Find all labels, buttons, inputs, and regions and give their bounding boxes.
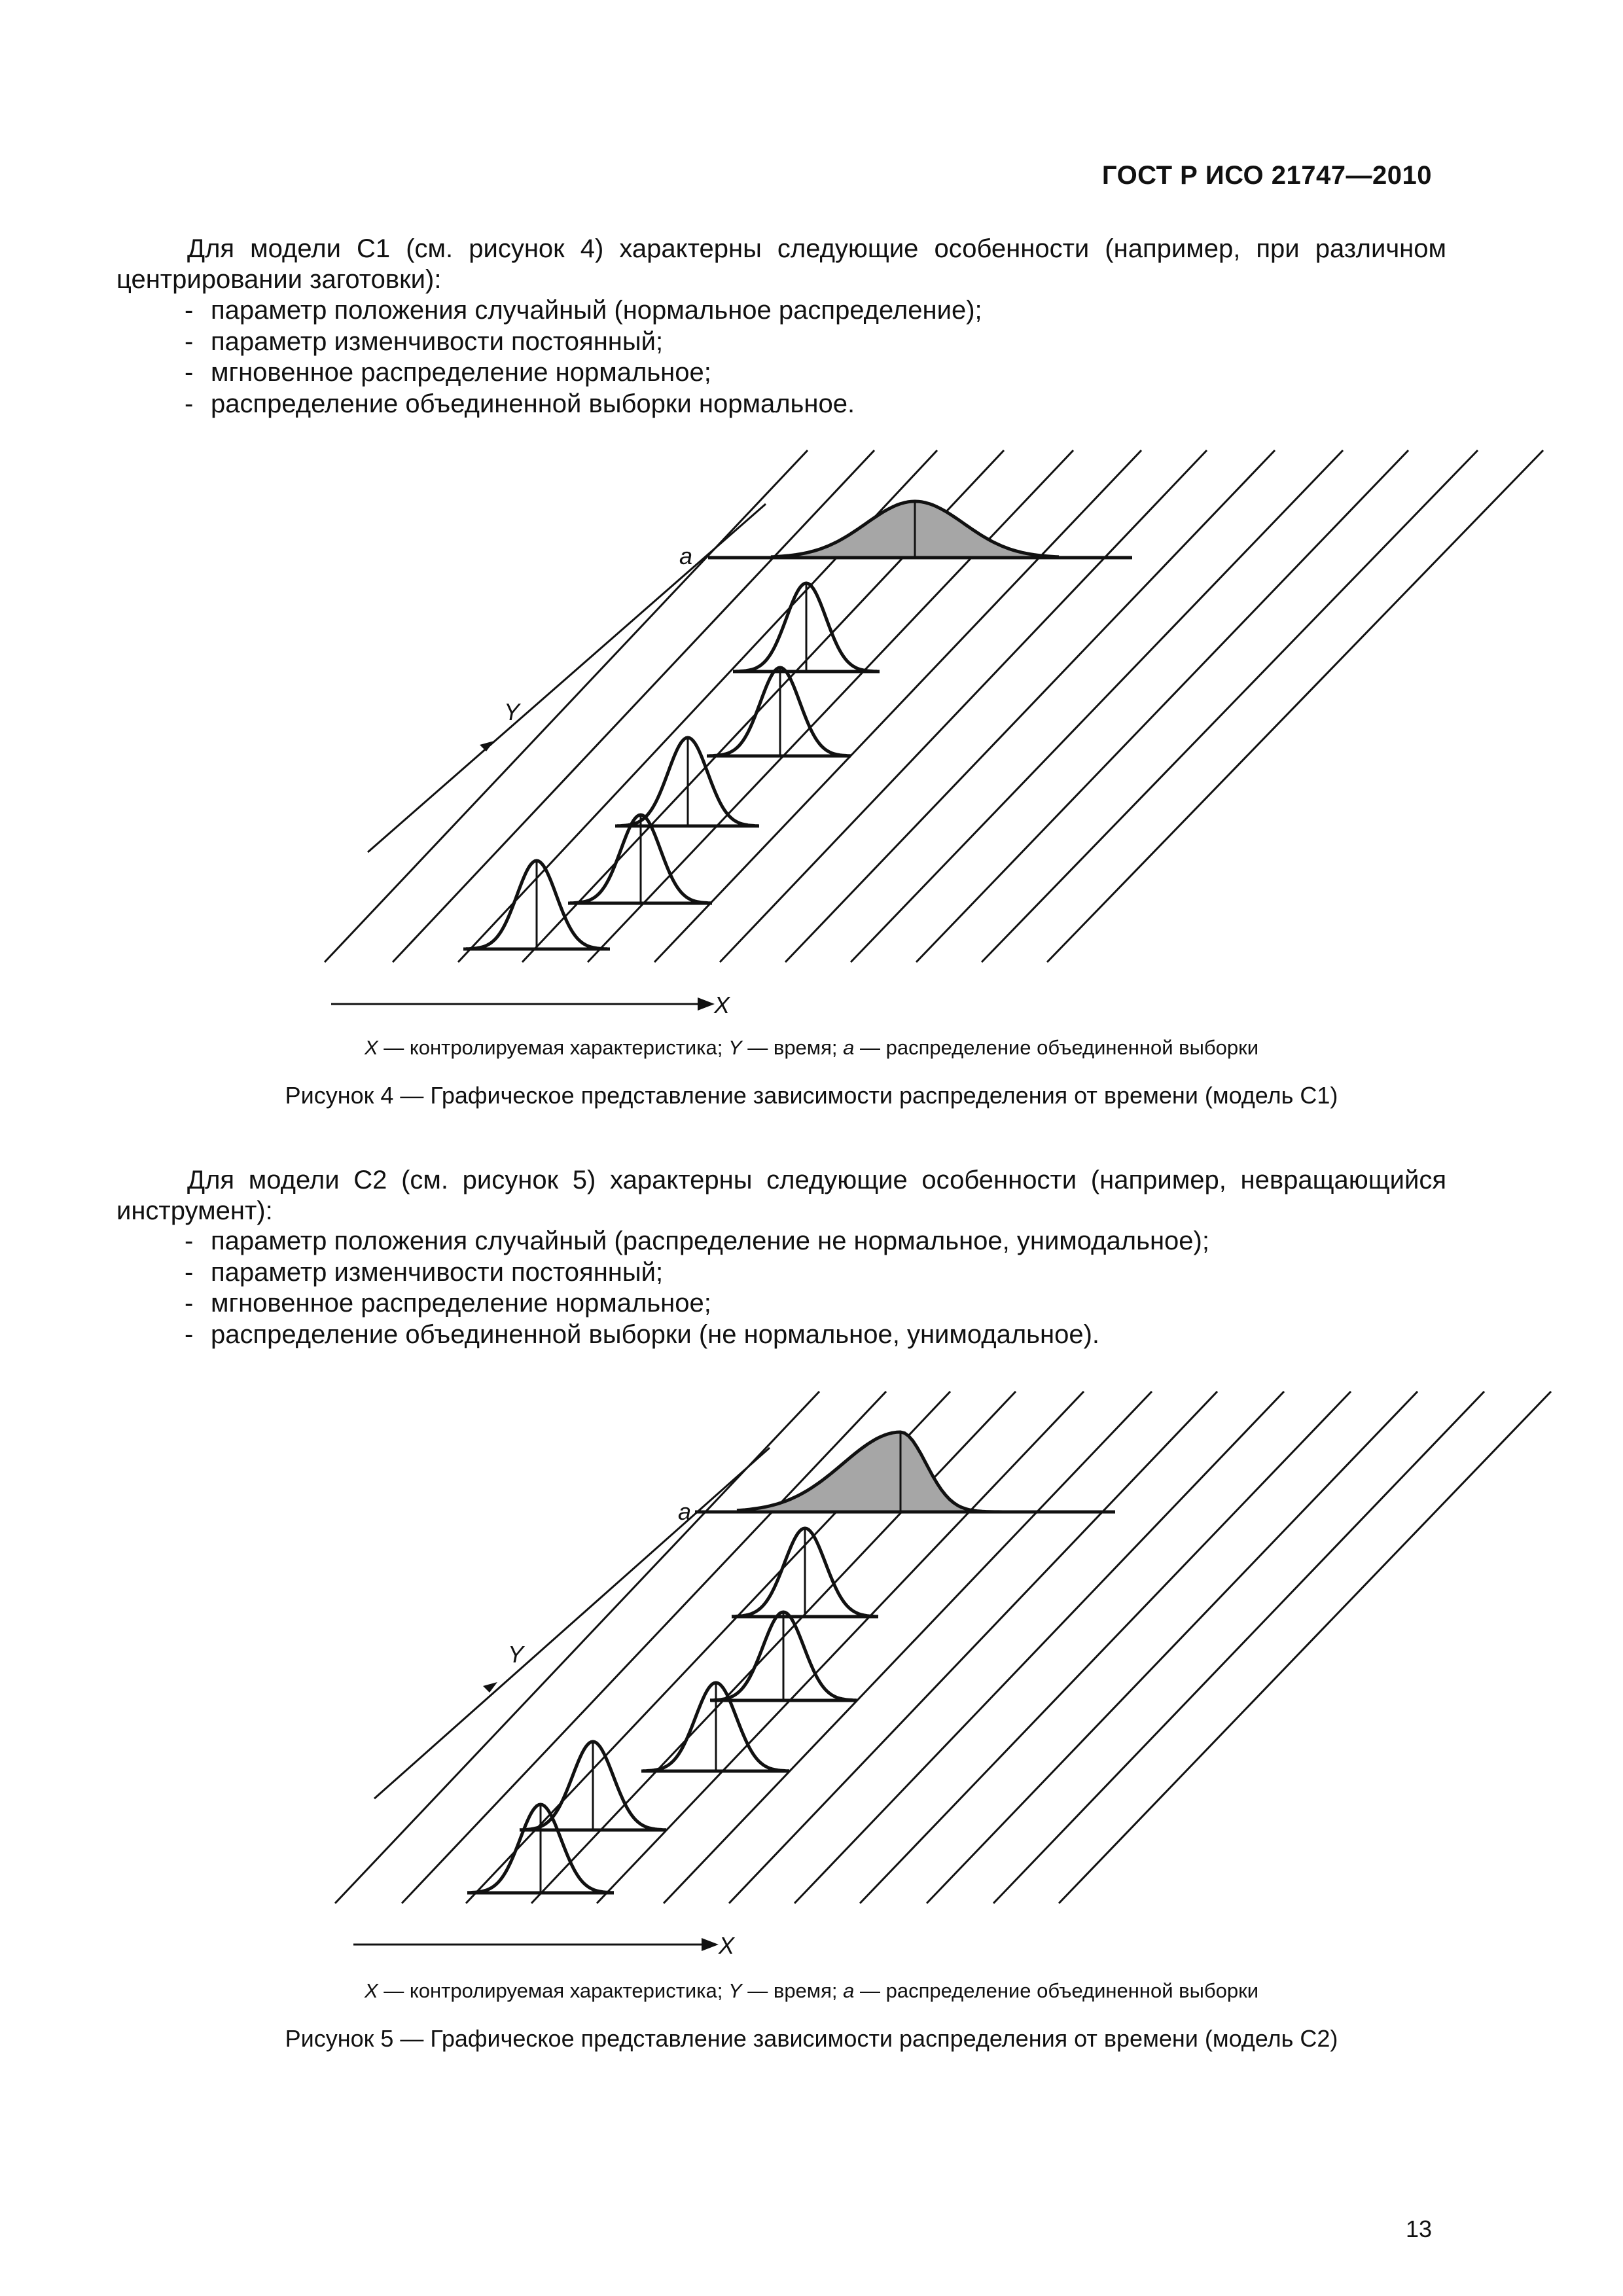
list-item: - параметр положения случайный (распределение не нормальное, унимодальное); (185, 1227, 1209, 1255)
model-c2-paragraph-text: Для модели С2 (см. рисунок 5) характерны следующие особенности (например, невращающийся инструмент): (116, 1166, 1446, 1225)
figure-5-legend: X — контролируемая характеристика; Y — время; a — распределение объединенной выборки (364, 1979, 1259, 2002)
instantaneous-distribution-curve (732, 1528, 878, 1617)
list-item: - параметр изменчивости постоянный; (185, 327, 664, 356)
diagonal-grid-line (729, 1391, 1217, 1903)
list-item: - параметр положения случайный (нормальное распределение); (185, 296, 982, 325)
y-axis-label: Y (508, 1641, 524, 1668)
instantaneous-distribution-curve (641, 1683, 789, 1771)
figure-5-caption: Рисунок 5 — Графическое представление зависимости распределения от времени (модель С2) (285, 2025, 1338, 2052)
diagonal-grid-line (531, 1391, 1016, 1903)
diagonal-grid-line (860, 1391, 1351, 1903)
list-item: - распределение объединенной выборки (не нормальное, унимодальное). (185, 1319, 1100, 1349)
x-axis-arrow-icon (702, 1938, 719, 1951)
pooled-distribution-label: a (679, 543, 693, 569)
diagonal-grid-line (1059, 1391, 1551, 1903)
instantaneous-distribution-curve (710, 1612, 857, 1700)
list-item: - параметр изменчивости постоянный; (185, 1257, 664, 1287)
model-c1-paragraph-text: Для модели С1 (см. рисунок 4) характерны следующие особенности (например, при различном центрировании заготовки): (116, 234, 1446, 294)
figure-4-caption: Рисунок 4 — Графическое представление зависимости распределения от времени (модель С1) (285, 1082, 1338, 1109)
figure-5-distribution-curves (467, 1432, 1115, 1893)
y-axis-line (374, 1448, 770, 1799)
y-axis-label: Y (504, 698, 520, 725)
document-header: ГОСТ Р ИСО 21747—2010 (1101, 161, 1432, 190)
x-axis-label: X (719, 1932, 735, 1959)
diagonal-grid-line (993, 1391, 1484, 1903)
list-item: - распределение объединенной выборки нормальное. (185, 389, 855, 418)
pooled-distribution-label: a (678, 1498, 692, 1525)
diagonal-grid-line (927, 1391, 1418, 1903)
page-number: 13 (1405, 2215, 1432, 2242)
list-item: - мгновенное распределение нормальное; (185, 1289, 711, 1318)
figure-4-legend: X — контролируемая характеристика; Y — время; a — распределение объединенной выборки (364, 1036, 1259, 1059)
pooled-distribution-curve (695, 1432, 1115, 1512)
x-axis-label: X (714, 992, 730, 1018)
list-item: - мгновенное распределение нормальное; (185, 358, 711, 387)
